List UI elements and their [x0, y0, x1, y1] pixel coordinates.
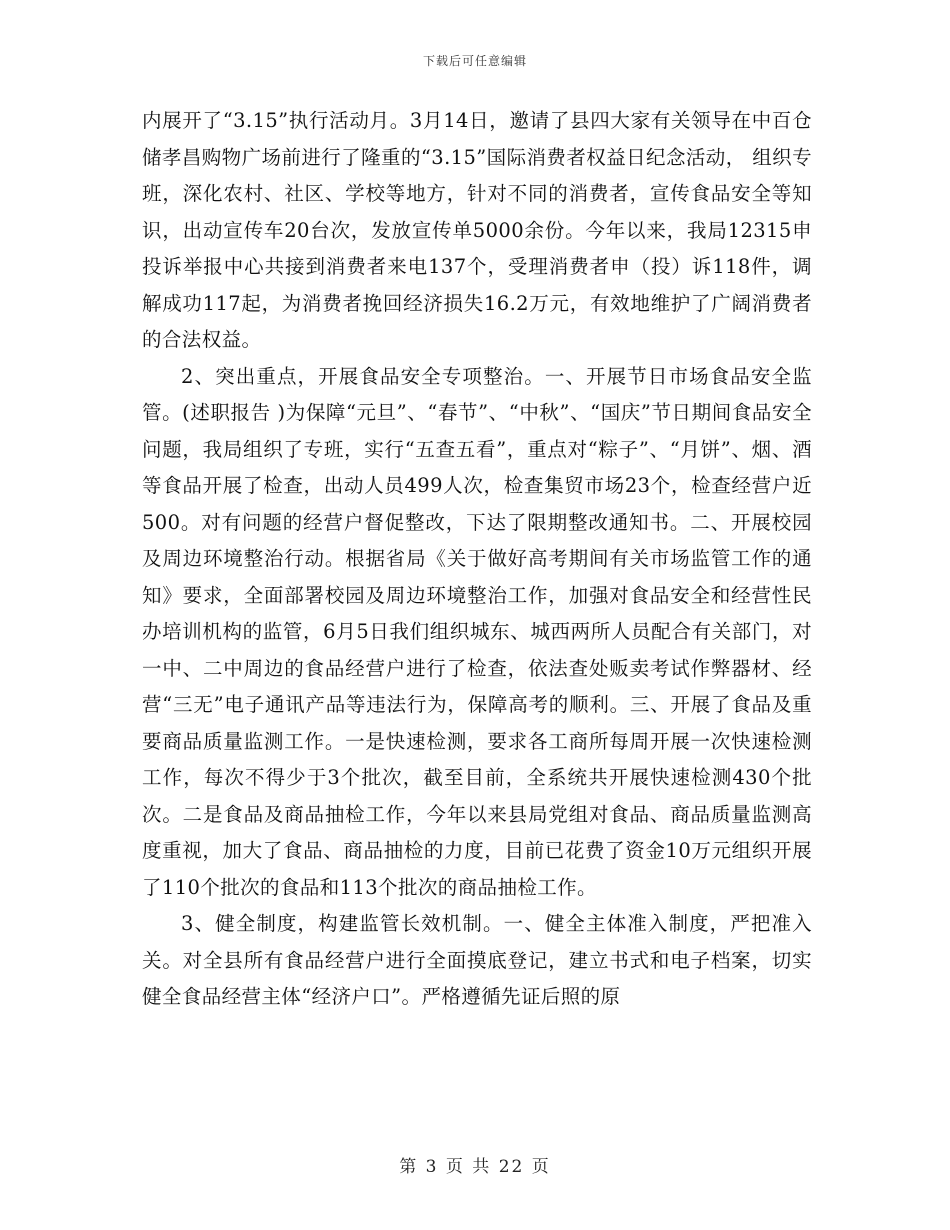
document-body [142, 103, 812, 1016]
page-header: 下载后可任意编辑 [422, 54, 527, 68]
page-footer: 第 3 页 共 22 页 [399, 1157, 551, 1177]
paragraph-1: 内展开了“3.15”执行活动月。3月14日，邀请了县四大家有关领导在中百仓储孝昌购物广场前进行了隆重的“3.15”国际消费者权益日纪念活动， 组织专班，深化农村、社区、学校等地方，针对不同的消费者，宣传食品安全等知识，出动宣传车20台次，发放宣传单5000余份。今年以来，我局12315申投诉举报中心共接到消费者来电137个，受理消费者申（投）诉118件，调解成功117起，为消费者挽回经济损失16.2万元，有效地维护了广阔消费者的合法权益。 [142, 109, 812, 351]
paragraph-3: 3、健全制度，构建监管长效机制。一、健全主体准入制度，严把准入关。对全县所有食品经营户进行全面摸底登记，建立书式和电子档案，切实健全食品经营主体“经济户口”。严格遵循先证后照的原 [142, 912, 812, 1008]
paragraph-2: 2、突出重点，开展食品安全专项整治。一、开展节日市场食品安全监管。(述职报告 )为保障“元旦”、“春节”、“中秋”、“国庆”节日期间食品安全问题，我局组织了专班，实行“五查五看”，重点对“粽子”、“月饼”、烟、酒等食品开展了检查，出动人员499人次，检查集贸市场23个，检查经营户近500。对有问题的经营户督促整改，下达了限期整改通知书。二、开展校园及周边环境整治行动。根据省局《关于做好高考期间有关市场监管工作的通知》要求，全面部署校园及周边环境整治工作，加强对食品安全和经营性民办培训机构的监管，6月5日我们组织城东、城西两所人员配合有关部门，对一中、二中周边的食品经营户进行了检查，依法查处贩卖考试作弊器材、经营“三无”电子通讯产品等违法行为，保障高考的顺利。三、开展了食品及重要商品质量监测工作。一是快速检测，要求各工商所每周开展一次快速检测工作，每次不得少于3个批次，截至目前，全系统共开展快速检测430个批次。二是食品及商品抽检工作，今年以来县局党组对食品、商品质量监测高度重视，加大了食品、商品抽检的力度，目前已花费了资金10万元组织开展了110个批次的食品和113个批次的商品抽检工作。 [142, 364, 812, 899]
